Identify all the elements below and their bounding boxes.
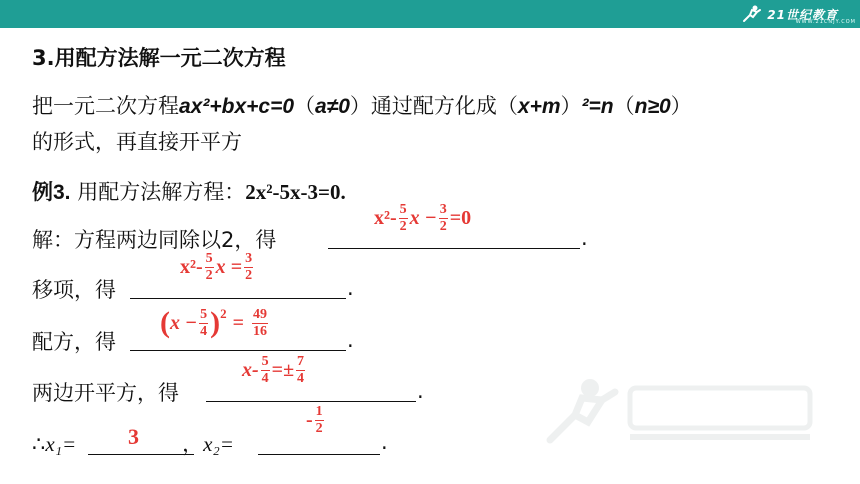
step-4-blank <box>206 401 416 402</box>
header-bar <box>0 0 860 28</box>
answer-x1: 3 <box>128 424 139 449</box>
step-2-text: 移项，得 <box>32 278 116 302</box>
step-5-period: . <box>381 430 388 454</box>
example-line: 例3. 用配方法解方程：2x²-5x-3=0. <box>32 180 346 204</box>
step-3-blank <box>130 350 346 351</box>
answer-1: x²- $\frac{5}{2}$ x − $\frac{3}{2}$ =0 <box>374 202 472 234</box>
step-3-text: 配方，得 <box>32 330 116 354</box>
section-title: 3.用配方法解一元二次方程 <box>32 46 286 70</box>
example-equation: 2x²-5x-3=0. <box>245 180 346 204</box>
logo-url: WWW.21CNJY.COM <box>795 19 856 25</box>
step-4-period: . <box>417 379 424 403</box>
step-2-period: . <box>347 276 354 300</box>
answer-x2: - $\frac{1}{2}$ <box>306 404 323 436</box>
runner-logo-icon <box>741 4 763 24</box>
step-3-period: . <box>347 328 354 352</box>
x2-blank <box>258 454 380 455</box>
step-5-text: ∴x₁= ，x₂= <box>32 432 234 456</box>
step-4-text: 两边开平方，得 <box>32 381 179 405</box>
x1-blank <box>88 454 194 455</box>
step-1-blank <box>328 248 580 249</box>
answer-3: ( x − $\frac{5}{4}$ ) $^2$ = $\frac{49}{16}$ <box>160 306 268 339</box>
description-line-1: 把一元二次方程ax²+bx+c=0（a≠0）通过配方化成（x+m）²=n（n≥0） <box>32 94 692 118</box>
answer-2: x²- $\frac{5}{2}$ x = $\frac{3}{2}$ <box>180 251 253 283</box>
example-label: 例3. <box>32 181 71 204</box>
step-2-blank <box>130 298 346 299</box>
step-1-period: . <box>581 226 588 250</box>
step-1-text: 解：方程两边同除以2，得 <box>32 228 277 252</box>
watermark-logo-icon <box>540 370 820 450</box>
answer-4: x- $\frac{5}{4}$ =± $\frac{7}{4}$ <box>242 354 305 386</box>
description-line-2: 的形式，再直接开平方 <box>32 130 242 154</box>
logo-text: 21世纪教育 <box>767 7 838 22</box>
